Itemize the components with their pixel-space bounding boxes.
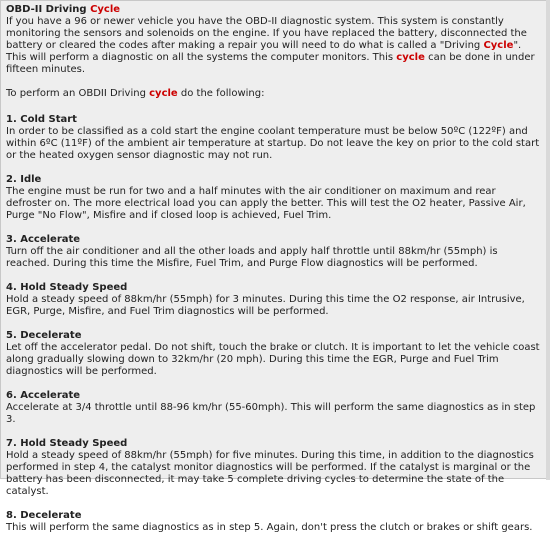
step-heading: 1. Cold Start: [6, 114, 77, 125]
step-body: Let off the accelerator pedal. Do not shift, touch the brake or clutch. It is important to let the vehicle coast along gradually slowing down to 32km/hr (20 mph). During this time the EGR, Purge and Fuel Trim diagnostics will be performed.: [6, 342, 540, 377]
step-heading: 8. Decelerate: [6, 510, 82, 521]
step-heading: 3. Accelerate: [6, 234, 81, 245]
step-5: [6, 330, 543, 378]
step-heading: 4. Hold Steady Speed: [6, 282, 128, 293]
step-body: The engine must be run for two and a half minutes with the air conditioner on maximum and rear defroster on. The more electrical load you can apply the better. This will test the O2 heater, Passive Air, Purge "No Flow", Misfire and if closed loop is achieved, Fuel Trim.: [6, 186, 526, 221]
step-3: [6, 234, 543, 270]
step-heading: 7. Hold Steady Speed: [6, 438, 128, 449]
intro-highlight-2: cycle: [396, 52, 425, 63]
lead-text-2: do the following:: [177, 88, 265, 99]
step-heading: 5. Decelerate: [6, 330, 82, 341]
intro-highlight-1: Cycle: [483, 40, 514, 51]
title-highlight: Cycle: [90, 4, 121, 15]
step-body: Turn off the air conditioner and all the other loads and apply half throttle until 88km/hr (55mph) is reached. During this time the Misfire, Fuel Trim, and Purge Flow diagnostics will be performed.: [6, 246, 498, 269]
step-4: [6, 282, 543, 318]
step-6: [6, 390, 543, 426]
step-2: [6, 174, 543, 222]
intro-text-1: If you have a 96 or newer vehicle you have the OBD-II diagnostic system. This system is constantly monitoring the sensors and solenoids on the engine. If you have replaced the battery, disconnected the battery or cleared the codes after making a repair you will need to do what is called a "Driving: [6, 16, 527, 51]
step-body: In order to be classified as a cold start the engine coolant temperature must be below 50ºC (122ºF) and within 6ºC (11ºF) of the ambient air temperature at startup. Do not leave the key on prior to the cold start or the heated oxygen sensor diagnostic may not run.: [6, 126, 540, 161]
article-title: [6, 4, 543, 16]
intro-text-2: ". This will perform a diagnostic on all the systems the computer monitors. This: [6, 40, 522, 63]
step-body: Hold a steady speed of 88km/hr (55mph) for 3 minutes. During this time the O2 response, air Intrusive, EGR, Purge, Misfire, and Fuel Trim diagnostics will be performed.: [6, 294, 525, 317]
step-7: [6, 438, 543, 498]
title-text: OBD-II Driving: [6, 4, 91, 15]
step-body: Accelerate at 3/4 throttle until 88-96 km/hr (55-60mph). This will perform the same diagnostics as in step 3.: [6, 402, 536, 425]
step-body: This will perform the same diagnostics as in step 5. Again, don't press the clutch or brakes or shift gears.: [6, 522, 533, 533]
vertical-scrollbar[interactable]: [546, 0, 550, 480]
lead-highlight: cycle: [149, 88, 178, 99]
intro-text-3: can be done in under fifteen minutes.: [6, 52, 535, 75]
step-heading: 6. Accelerate: [6, 390, 81, 401]
intro-paragraph: [6, 16, 543, 76]
lead-paragraph: [6, 88, 543, 100]
step-body: Hold a steady speed of 88km/hr (55mph) for five minutes. During this time, in addition to the diagnostics performed in step 4, the catalyst monitor diagnostics will be performed. If the catalyst is marginal or the battery has been disconnected, it may take 5 complete driving cycles to determine the state of the catalyst.: [6, 450, 534, 497]
step-8: [6, 510, 543, 534]
step-heading: 2. Idle: [6, 174, 42, 185]
lead-text-1: To perform an OBDII Driving: [6, 88, 150, 99]
step-1: [6, 114, 543, 162]
article-content: [1, 1, 547, 534]
